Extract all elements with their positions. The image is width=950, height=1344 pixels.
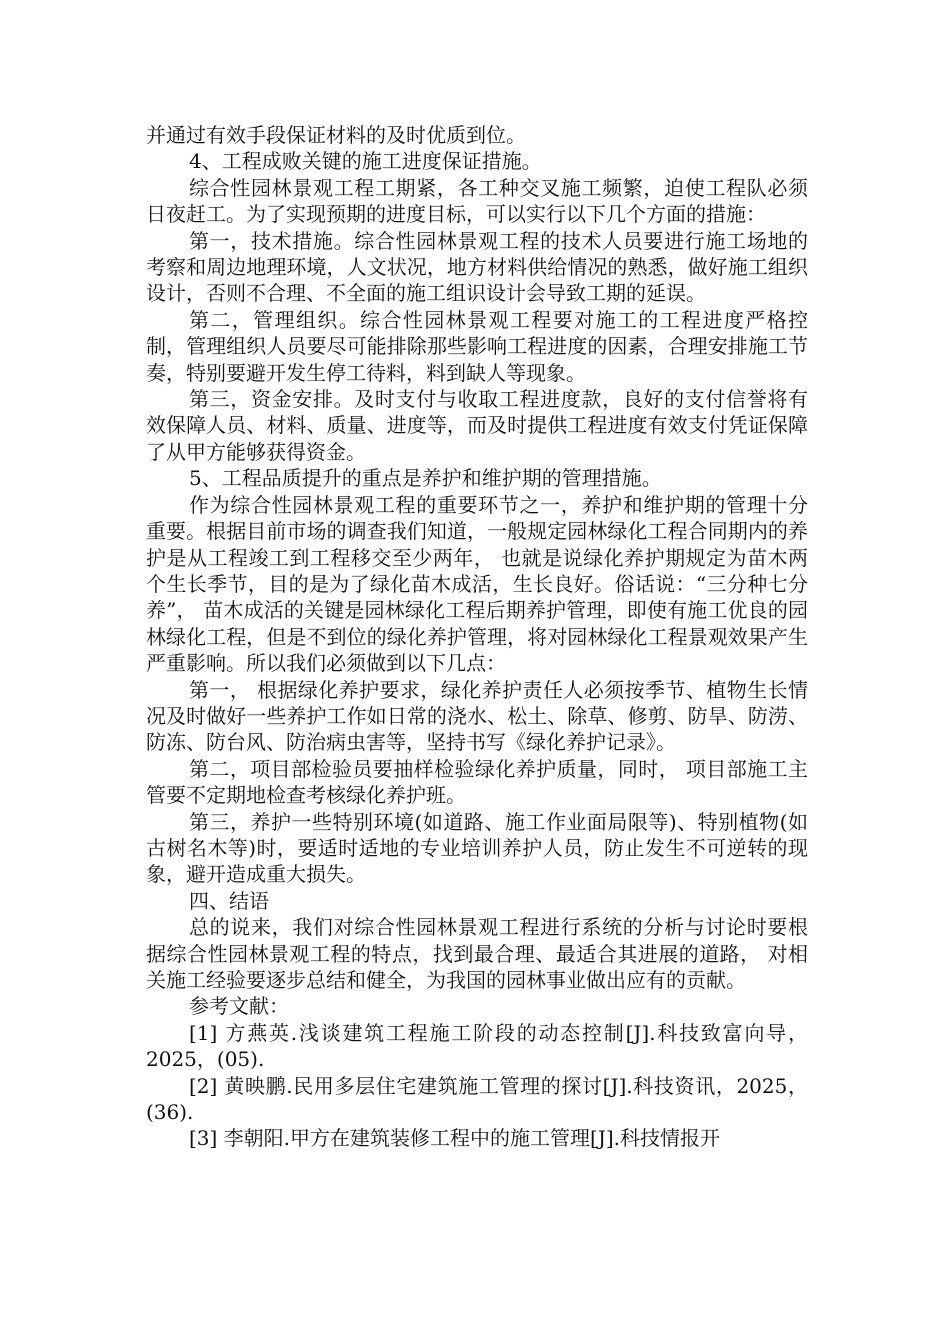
paragraph: 作为综合性园林景观工程的重要环节之一，养护和维护期的管理十分重要。根据目前市场的调查我们知道，一般规定园林绿化工程合同期内的养护是从工程竣工到工程移交至少两年， 也就是说绿化养护期规定为苗木两个生长季节，目的是为了绿化苗木成活，生长良好。俗话说：“三分种七分养”， 苗木成活的关键是园林绿化工程后期养护管理，即使有施工优良的园林绿化工程，但是不到位的绿化养护管理，将对园林绿化工程景观效果产生严重影响。所以我们必须做到以下几点：: [146, 492, 808, 676]
reference-item: [3] 李朝阳.甲方在建筑装修工程中的施工管理[J].科技情报开: [189, 1126, 721, 1151]
paragraph: 第二，管理组织。综合性园林景观工程要对施工的工程进度严格控制，管理组织人员要尽可能排除那些影响工程进度的因素，合理安排施工节奏，特别要避开发生停工待料，料到缺人等现象。: [146, 307, 808, 385]
paragraph: 总的说来，我们对综合性园林景观工程进行系统的分析与讨论时要根据综合性园林景观工程的特点，找到最合理、最适合其进展的道路， 对相关施工经验要逐步总结和健全，为我国的园林事业做出应有的贡献。: [146, 915, 808, 992]
paragraph: 第三，养护一些特别环境(如道路、施工作业面局限等)、特别植物(如古树名木等)时，要适时适地的专业培训养护人员，防止发生不可逆转的现象，避开造成重大损失。: [146, 809, 808, 887]
reference-item: [1] 方燕英.浅谈建筑工程施工阶段的动态控制[J].科技致富向导， 2025，(05).: [146, 1020, 808, 1072]
paragraph: 第二，项目部检验员要抽样检验绿化养护质量，同时， 项目部施工主管要不定期地检查考核绿化养护班。: [146, 756, 808, 808]
paragraph: 第一， 根据绿化养护要求，绿化养护责任人必须按季节、植物生长情况及时做好一些养护工作如日常的浇水、松土、除草、修剪、防旱、防涝、防冻、防台风、防治病虫害等，坚持书写《绿化养护记录》。: [146, 677, 808, 755]
section-heading: 5、工程品质提升的重点是养护和维护期的管理措施。: [189, 466, 662, 491]
paragraph: 并通过有效手段保证材料的及时优质到位。: [146, 123, 526, 147]
section-heading: 4、工程成败关键的施工进度保证措施。: [189, 149, 542, 174]
paragraph: 第一，技术措施。综合性园林景观工程的技术人员要进行施工场地的考察和周边地理环境，人文状况，地方材料供给情况的熟悉，做好施工组织设计，否则不合理、不全面的施工组识设计会导致工期的延误。: [146, 228, 808, 306]
document-body: [146, 122, 808, 1152]
paragraph: 综合性园林景观工程工期紧，各工种交叉施工频繁，迫使工程队必须日夜赶工。为了实现预期的进度目标，可以实行以下几个方面的措施：: [146, 175, 808, 227]
section-heading: 四、结语: [189, 888, 269, 913]
reference-item: [2] 黄映鹏.民用多层住宅建筑施工管理的探讨[J].科技资讯，2025， (36).: [146, 1073, 808, 1125]
references-heading: 参考文献：: [189, 994, 289, 1019]
paragraph: 第三，资金安排。及时支付与收取工程进度款，良好的支付信誉将有效保障人员、材料、质量、进度等，而及时提供工程进度有效支付凭证保障了从甲方能够获得资金。: [146, 387, 808, 464]
